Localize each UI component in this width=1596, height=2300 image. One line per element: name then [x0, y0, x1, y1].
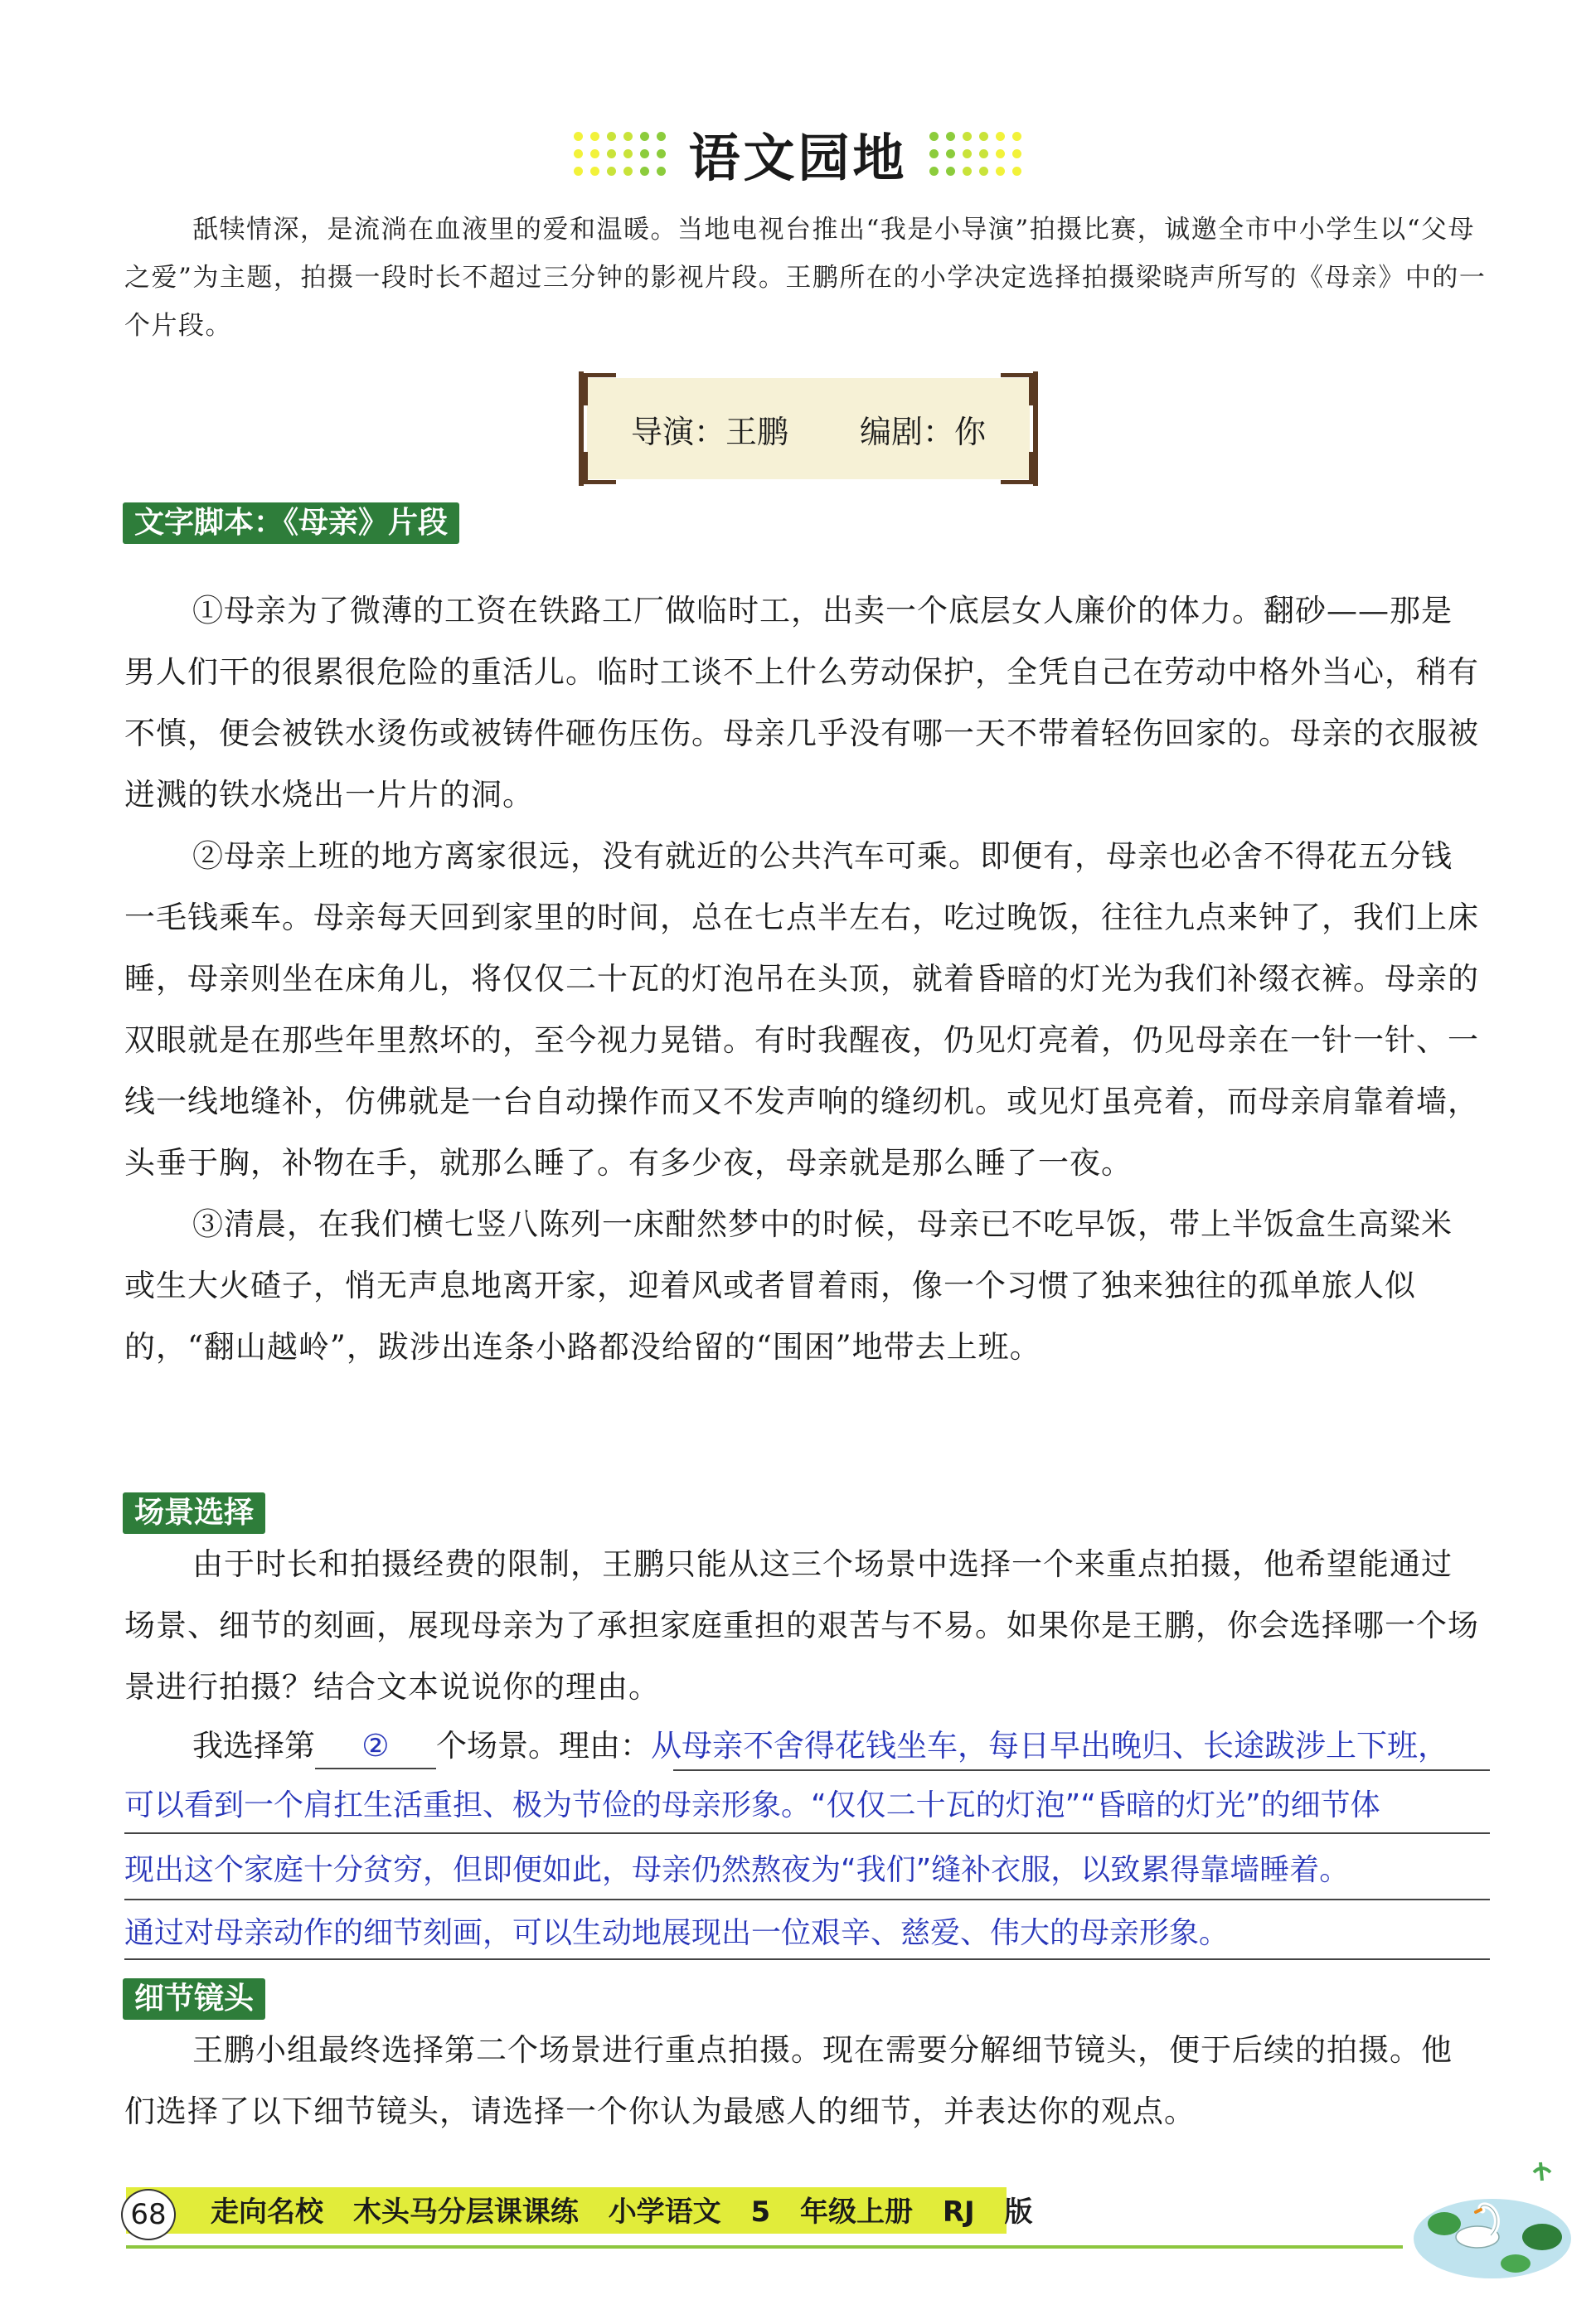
- script-section-heading: 文字脚本：《母亲》片段: [123, 502, 459, 544]
- footer-rule: [126, 2245, 1403, 2249]
- footer-edition: RJ 版: [942, 2196, 1033, 2229]
- page-title: 语文园地: [688, 127, 908, 188]
- lily-pad: [1501, 2254, 1531, 2273]
- writer-credit: 编剧：你: [860, 413, 987, 450]
- script-paragraph-3: ③清晨，在我们横七竖八陈列一床酣然梦中的时候，母亲已不吃早饭，带上半饭盒生高粱米或生大火碴子，悄无声息地离开家，迎着风或者冒着雨，像一个习惯了独来独往的孤单旅人似的，“翻山越岭”，跋涉出连条小路都没给留的“围困”地带去上班。: [124, 1206, 1453, 1365]
- answer-prefix: 我选择第: [192, 1728, 315, 1764]
- scene-prompt: [124, 1534, 1482, 1718]
- credits-scroll: [572, 371, 1045, 486]
- swan-beak: [1476, 2210, 1481, 2212]
- title-banner: [0, 108, 1596, 199]
- script-text: [124, 580, 1482, 1378]
- answer-line-2[interactable]: 可以看到一个肩扛生活重担、极为节俭的母亲形象。“仅仅二十瓦的灯泡”“昏暗的灯光”的细节体: [124, 1788, 1380, 1822]
- answer-choice-blank[interactable]: ②: [315, 1725, 436, 1769]
- intro-paragraph: 舐犊情深，是流淌在血液里的爱和温暖。当地电视台推出“我是小导演”拍摄比赛，诚邀全市中小学生以“父母之爱”为主题，拍摄一段时长不超过三分钟的影视片段。王鹏所在的小学决定选择拍摄梁晓声所写的《母亲》中的一个片段。: [124, 215, 1487, 341]
- answer-rule: [124, 1958, 1490, 1960]
- scene-prompt-text: 由于时长和拍摄经费的限制，王鹏只能从这三个场景中选择一个来重点拍摄，他希望能通过场景、细节的刻画，展现母亲为了承担家庭重担的艰苦与不易。如果你是王鹏，你会选择哪一个场景进行拍摄？结合文本说说你的理由。: [124, 1546, 1479, 1705]
- scene-section-heading: 场景选择: [123, 1492, 265, 1534]
- answer-rule: [124, 1899, 1490, 1900]
- answer-line-1-text[interactable]: 从母亲不舍得花钱坐车，每日早出晚归、长途跋涉上下班，: [651, 1728, 1448, 1764]
- lily-pad: [1428, 2212, 1461, 2235]
- answer-rule: [124, 1832, 1490, 1834]
- dot-ornament-left: [574, 132, 667, 176]
- answer-rule: [673, 1769, 1490, 1771]
- answer-line-3[interactable]: 现出这个家庭十分贫穷，但即便如此，母亲仍然熬夜为“我们”缝补衣服，以致累得靠墙睡着。: [124, 1853, 1350, 1887]
- script-paragraph-2: ②母亲上班的地方离家很远，没有就近的公共汽车可乘。即便有，母亲也必舍不得花五分钱一毛钱乘车。母亲每天回到家里的时间，总在七点半左右，吃过晚饭，往往九点来钟了，我们上床睡，母亲则坐在床角儿，将仅仅二十瓦的灯泡吊在头顶，就着昏暗的灯光为我们补缀衣裤。母亲的双眼就是在那些年里熬坏的，至今视力晃错。有时我醒夜，仍见灯亮着，仍见母亲在一针一针、一线一线地缝补，仿佛就是一台自动操作而又不发声响的缝纫机。或见灯虽亮着，而母亲肩靠着墙，头垂于胸，补物在手，就那么睡了。有多少夜，母亲就是那么睡了一夜。: [124, 838, 1479, 1181]
- footer-subject: 小学语文 5 年级上册: [608, 2196, 914, 2229]
- script-paragraph-1: ①母亲为了微薄的工资在铁路工厂做临时工，出卖一个底层女人廉价的体力。翻砂——那是男人们干的很累很危险的重活儿。临时工谈不上什么劳动保护，全凭自己在劳动中格外当心，稍有不慎，便会被铁水烫伤或被铸件砸伤压伤。母亲几乎没有哪一天不带着轻伤回家的。母亲的衣服被迸溅的铁水烧出一片片的洞。: [124, 593, 1479, 813]
- swan-pond-illustration: [1409, 2147, 1575, 2288]
- answer-line-1: [192, 1721, 1448, 1771]
- detail-section-heading: 细节镜头: [123, 1978, 265, 2020]
- detail-prompt: [124, 2020, 1482, 2142]
- footer-text: [211, 2189, 1033, 2235]
- director-credit: 导演：王鹏: [630, 413, 788, 450]
- answer-line-4[interactable]: 通过对母亲动作的细节刻画，可以生动地展现出一位艰辛、慈爱、伟大的母亲形象。: [124, 1916, 1230, 1950]
- answer-middle: 个场景。理由：: [436, 1728, 651, 1764]
- detail-prompt-text: 王鹏小组最终选择第二个场景进行重点拍摄。现在需要分解细节镜头，便于后续的拍摄。他们选择了以下细节镜头，请选择一个你认为最感人的细节，并表达你的观点。: [124, 2032, 1453, 2129]
- footer-book: 木头马分层课课练: [352, 2196, 579, 2229]
- reed-plant: [1534, 2162, 1550, 2181]
- dot-ornament-right: [929, 132, 1022, 176]
- page-number: 68: [121, 2189, 176, 2240]
- lily-pad: [1522, 2224, 1562, 2250]
- footer-series: 走向名校: [211, 2196, 323, 2229]
